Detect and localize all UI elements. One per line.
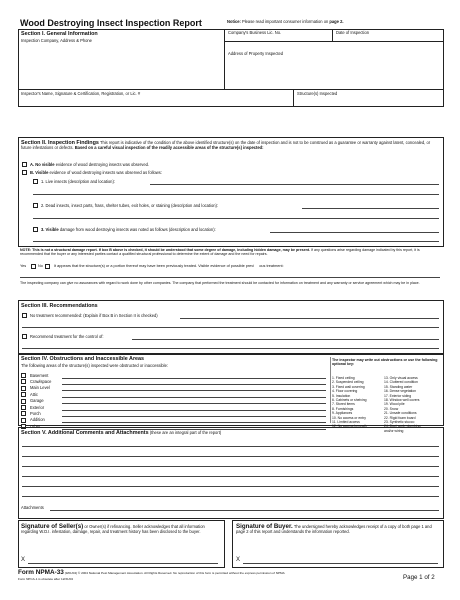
comment-line-2[interactable] <box>22 456 439 457</box>
live-insects-line-2[interactable] <box>33 194 439 195</box>
form-title: Wood Destroying Insect Inspection Report <box>20 18 202 28</box>
notice <box>227 20 344 24</box>
key-title: The inspector may write out obstructions or use the following optional key: <box>332 358 438 367</box>
footer-line <box>18 570 285 576</box>
key-item: 12. No access beneath <box>332 424 367 429</box>
visible-damage-row <box>41 228 216 232</box>
area-line[interactable] <box>62 410 326 411</box>
no-visible-label: A. No visible <box>30 162 55 167</box>
yes-checkbox[interactable] <box>31 264 36 269</box>
no-label: No <box>38 264 43 268</box>
area-line[interactable] <box>62 378 326 379</box>
section-5-note: (these are an integral part of the report) <box>149 430 222 435</box>
form-rev: (9/01/04) © 2004 National Pest Management Association. All Rights Reserved. No reproduction of this form is permitted without <box>64 571 239 575</box>
area-checkbox[interactable] <box>21 373 26 378</box>
key-item: 1. Fixed ceiling <box>332 376 355 380</box>
area-line[interactable] <box>62 422 326 423</box>
key-item: 23. Synthetic stucco <box>384 420 415 424</box>
section-2-intro-bold: Based on a careful visual inspection of the readily accessible areas of the structure(s) inspected: <box>74 145 264 151</box>
key-item: 9. Appliances <box>332 411 353 416</box>
dead-insects-line[interactable] <box>302 208 439 209</box>
key-item: 14. Cluttered condition <box>384 380 418 385</box>
key-item: 18. Window well covers <box>384 398 420 402</box>
key-item: and/or wiring <box>384 428 404 433</box>
visible-text: evidence of wood destroying insects was observed as follows: <box>49 170 162 175</box>
area-checkbox[interactable] <box>21 405 26 410</box>
area-label: Crawlspace <box>30 378 52 384</box>
section-3-heading: Section III. Recommendations <box>21 303 98 309</box>
seller-block <box>21 523 219 535</box>
dead-insects-line-2[interactable] <box>33 218 439 219</box>
area-label: Porch <box>30 410 41 416</box>
live-insects-line[interactable] <box>150 184 439 185</box>
company-note: The inspecting company can give no assurances with regard to work done by other companies. The company that performed the treatment should be contacted for information on treatment and any warranty or service agreement which may be in place. <box>20 281 420 285</box>
section-4-intro: The following areas of the structure(s) inspected were obstructed or inaccessible: <box>21 363 168 368</box>
note-text: If any questions arise regarding damage indicated by this report, it is recommended that the buyer or any interested parties contact a qualified structural professional to determine the extent of damage and the need for repairs. <box>20 248 420 257</box>
key-item: 20. Snow <box>384 406 399 411</box>
live-insects-checkbox[interactable] <box>33 179 38 184</box>
page-number: Page 1 of 2 <box>403 574 435 581</box>
section-5-header <box>21 431 221 436</box>
comment-line-3[interactable] <box>22 466 439 467</box>
comment-line-5[interactable] <box>22 486 439 487</box>
attachments-label: Attachments <box>21 505 44 510</box>
recommend-label: Recommend treatment for the control of: <box>30 334 104 339</box>
key-item: 8. Furnishings <box>332 406 354 411</box>
buyer-heading: Signature of Buyer. <box>236 523 293 530</box>
key-item: 19. Wood pile <box>384 402 405 407</box>
section-2-intro-text: This report is indicative of the condition of the above identified structure(s) on the date of inspection and is not to be construed as a guarantee or warranty against latent, concealed, or future infestations or defects. <box>21 140 431 151</box>
yes-label: Yes <box>20 264 27 268</box>
key-item: 22. Rigid foam board <box>384 415 416 420</box>
note-bold-1: NOTE: This is not a structural damage report. <box>20 248 98 252</box>
visible-damage-bold: 3. Visible <box>41 227 59 232</box>
area-line[interactable] <box>62 416 326 417</box>
key-item: 7. Stored items <box>332 402 355 407</box>
business-lic-field[interactable]: Company's Business Lic. No. <box>228 30 282 35</box>
no-checkbox[interactable] <box>45 264 50 269</box>
obsolete-note: Form NPCA-1 is obsolete after 12/31/04 <box>18 577 74 581</box>
seller-text-1: or Owner(s) if refinancing. Seller <box>84 524 144 529</box>
visible-row <box>30 171 162 175</box>
visible-checkbox[interactable] <box>22 170 27 175</box>
area-checkbox[interactable] <box>21 379 26 384</box>
visible-label: B. Visible <box>30 170 49 175</box>
area-label: Attic <box>30 391 38 397</box>
recommend-line[interactable] <box>132 339 439 340</box>
key-item: 5. Insulation <box>332 393 351 398</box>
key-item: 13. Only visual access <box>384 376 418 380</box>
area-line[interactable] <box>62 397 326 398</box>
damage-note <box>20 248 440 256</box>
area-checkbox[interactable] <box>21 392 26 397</box>
no-treatment-line-2[interactable] <box>22 327 439 328</box>
seller-signature-line[interactable] <box>28 563 218 564</box>
area-line[interactable] <box>62 390 326 391</box>
no-treatment-checkbox[interactable] <box>22 313 27 318</box>
key-item: 24. Duct work, plumbing, <box>384 424 422 429</box>
note-bold-2: If box B above is checked, it should be understood that some degree of damage, including hidden damage, may be present. <box>98 248 310 252</box>
key-item: 2. Suspended ceiling <box>332 380 364 385</box>
comment-line-6[interactable] <box>22 496 439 497</box>
recommend-line-2[interactable] <box>22 348 439 349</box>
dead-insects-label: 2. Dead insects, insect parts, frass, shelter tubes, exit holes, or staining (description and location): <box>41 203 219 208</box>
dead-insects-checkbox[interactable] <box>33 203 38 208</box>
area-label: Basement <box>30 372 49 378</box>
area-label: Other <box>30 423 41 429</box>
area-label: Garage <box>30 398 44 404</box>
property-address-field[interactable]: Address of Property Inspected <box>228 51 284 56</box>
area-line[interactable] <box>62 384 326 385</box>
treated-row <box>54 265 284 269</box>
area-label: Exterior <box>30 404 45 410</box>
inspector-field[interactable]: Inspector's Name, Signature & Certification, Registration, or Lic. # <box>21 91 141 96</box>
notice-prefix: Notice: <box>227 19 241 24</box>
attachments-line[interactable] <box>50 510 439 511</box>
seller-text-2: acknowledges that all information regarding W.D.I. infestation, damage, repair, and treatment history has been disclosed to the buyer. <box>21 524 205 535</box>
notice-page: page 2. <box>329 19 344 24</box>
buyer-text: The undersigned hereby acknowledges receipt of a copy of both page 1 and page 2 of this report and understands the information reported. <box>236 524 432 535</box>
treated-end: ous treatment: <box>259 264 284 268</box>
area-checkbox[interactable] <box>21 399 26 404</box>
key-item: 3. Fixed wall covering <box>332 384 365 389</box>
area-checkbox[interactable] <box>21 411 26 416</box>
section-1-heading: Section I. General Information <box>21 31 98 37</box>
no-visible-text: evidence of wood destroying insects was observed. <box>55 162 150 167</box>
recommend-checkbox[interactable] <box>22 334 27 339</box>
structures-field[interactable]: Structure(s) Inspected <box>297 91 338 96</box>
no-visible-row <box>30 163 149 167</box>
area-checkbox[interactable] <box>21 418 26 423</box>
notice-text: Please read important consumer information on <box>242 19 329 24</box>
section-2-heading: Section II. Inspection Findings <box>21 140 99 146</box>
form-tail: the express permission of NPMA <box>239 571 285 575</box>
treated-text: It appears that the structure(s) or a portion thereof may have been previously treated. Visible evidence of possible previ <box>54 264 255 268</box>
key-item: 6. Cabinets or shelving <box>332 398 367 402</box>
treatment-line[interactable] <box>20 277 440 278</box>
visible-damage-text: damage from wood destroying insects was noted as follows (description and location): <box>59 227 216 232</box>
buyer-signature-line[interactable] <box>243 563 438 564</box>
key-item: 11. Limited access <box>332 420 360 424</box>
area-label: Main Level <box>30 385 50 391</box>
area-checkbox[interactable] <box>21 386 26 391</box>
comment-line-4[interactable] <box>22 476 439 477</box>
key-item: 16. Dense vegetation <box>384 389 417 394</box>
key-item: 21. Unsafe conditions <box>384 411 417 416</box>
key-item: 4. Floor covering <box>332 389 358 394</box>
key-item: 10. No access or entry <box>332 415 366 420</box>
visible-damage-line[interactable] <box>270 232 439 233</box>
visible-damage-checkbox[interactable] <box>33 227 38 232</box>
buyer-x: X <box>236 557 241 563</box>
inspection-date-field[interactable]: Date of Inspection <box>336 30 369 35</box>
form-number: Form NPMA-33 <box>18 569 64 576</box>
key-item: 15. Standing water <box>384 384 413 389</box>
seller-x: X <box>21 557 26 563</box>
no-treatment-label: No treatment recommended: (Explain if Box B in Section II is checked) <box>30 313 158 318</box>
section-2-intro <box>21 140 439 151</box>
section-4-heading: Section IV. Obstructions and Inaccessible Areas <box>21 356 145 362</box>
seller-heading: Signature of Seller(s) <box>21 523 84 530</box>
company-label: Inspection Company, Address & Phone <box>21 38 92 43</box>
buyer-block <box>236 523 439 535</box>
no-treatment-line[interactable] <box>180 318 439 319</box>
live-insects-label: 1. Live insects (description and location): <box>41 179 115 184</box>
comment-line-1[interactable] <box>22 446 439 447</box>
area-line[interactable] <box>62 403 326 404</box>
section-5-heading: Section V. Additional Comments and Attachments <box>21 430 149 436</box>
key-item: 17. Exterior siding <box>384 393 412 398</box>
visible-damage-line-2[interactable] <box>33 241 439 242</box>
area-label: Addition <box>30 417 45 423</box>
no-visible-checkbox[interactable] <box>22 162 27 167</box>
